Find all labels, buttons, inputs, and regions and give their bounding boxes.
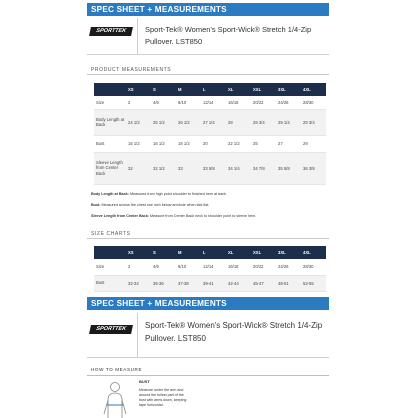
section-divider — [87, 238, 329, 239]
column-header: S — [151, 83, 176, 96]
table-cell: 45-47 — [251, 275, 276, 291]
table-cell: 35-36 — [151, 275, 176, 291]
column-header: M — [176, 246, 201, 259]
table-cell: 37-38 — [176, 275, 201, 291]
column-header — [94, 246, 126, 259]
column-header: 3XL — [276, 83, 301, 96]
table-cell: 26 1/2 — [176, 109, 201, 135]
row-label: Size — [94, 96, 126, 109]
table-cell: 34 1/4 — [226, 152, 251, 184]
how-to-measure-panel — [87, 375, 329, 417]
column-header: M — [176, 83, 201, 96]
table-cell: 12/14 — [201, 96, 226, 109]
table-cell: 28/30 — [301, 259, 326, 275]
table-cell: 48-51 — [276, 275, 301, 291]
table-header-row — [94, 246, 326, 259]
table-cell: 2 — [126, 96, 151, 109]
column-header: 4XL — [301, 83, 326, 96]
table-cell: 25 — [251, 135, 276, 152]
row-label: Sleeve Length from Center Back — [94, 152, 126, 184]
product-measurements-label: PRODUCT MEASUREMENTS — [91, 67, 172, 73]
table-cell: 24/26 — [276, 96, 301, 109]
table-cell: 15 1/2 — [126, 135, 151, 152]
how-to-measure-label: HOW TO MEASURE — [91, 367, 143, 372]
table-cell: 25 1/2 — [151, 109, 176, 135]
column-header: XXL — [251, 246, 276, 259]
table-cell: 28/30 — [301, 96, 326, 109]
table-cell: 29 3/4 — [301, 109, 326, 135]
table-cell: 16/18 — [226, 96, 251, 109]
column-header: XS — [126, 246, 151, 259]
table-row — [94, 135, 326, 152]
table-cell: 29 1/4 — [276, 109, 301, 135]
sporttek-logo: SPORTTEK — [89, 325, 133, 334]
product-title: Sport-Tek® Women's Sport-Wick® Stretch 1/4-Zip Pullover. LST850 — [145, 25, 312, 46]
table-cell: 8/10 — [176, 259, 201, 275]
size-charts-label: SIZE CHARTS — [91, 231, 131, 237]
table-cell: 24/26 — [276, 259, 301, 275]
row-label: Body Length at Back — [94, 109, 126, 135]
column-header: XL — [226, 83, 251, 96]
column-header: XS — [126, 83, 151, 96]
table-cell: 27 — [276, 135, 301, 152]
header-divider — [137, 18, 138, 54]
table-cell: 32 — [126, 152, 151, 184]
table-cell: 32 1/2 — [151, 152, 176, 184]
table-cell: 22 1/2 — [226, 135, 251, 152]
column-header: XL — [226, 246, 251, 259]
table-row — [94, 275, 326, 291]
bust-title: BUST — [139, 379, 150, 384]
header-divider — [137, 313, 138, 357]
table-cell: 12/14 — [201, 259, 226, 275]
table-cell: 39-41 — [201, 275, 226, 291]
table-cell: 35 5/8 — [276, 152, 301, 184]
table-row — [94, 259, 326, 275]
note-body-length: Body Length at Back: Measured from high point shoulder to finished hem at back. — [91, 192, 227, 196]
table-cell: 2 — [126, 259, 151, 275]
table-cell: 4/6 — [151, 96, 176, 109]
size-charts-table — [94, 246, 326, 292]
product-header — [87, 18, 329, 55]
table-cell: 16 1/2 — [151, 135, 176, 152]
table-header-row — [94, 83, 326, 96]
table-cell: 28 — [226, 109, 251, 135]
table-cell: 18 1/2 — [176, 135, 201, 152]
column-header: S — [151, 246, 176, 259]
column-header: 3XL — [276, 246, 301, 259]
spec-sheet-banner: SPEC SHEET + MEASUREMENTS — [87, 3, 329, 16]
column-header: L — [201, 246, 226, 259]
section-divider — [87, 74, 329, 75]
row-label: Bust — [94, 135, 126, 152]
table-cell: 20 — [201, 135, 226, 152]
table-cell: 42-44 — [226, 275, 251, 291]
table-cell: 52-55 — [301, 275, 326, 291]
row-label: Size — [94, 259, 126, 275]
table-cell: 33 5/8 — [201, 152, 226, 184]
table-cell: 4/6 — [151, 259, 176, 275]
column-header: L — [201, 83, 226, 96]
table-cell: 34 7/8 — [251, 152, 276, 184]
note-bust: Bust: Measured across the chest one inch below armhole when laid flat. — [91, 203, 210, 207]
table-cell: 16/18 — [226, 259, 251, 275]
row-label: Bust — [94, 275, 126, 291]
table-cell: 36 3/8 — [301, 152, 326, 184]
column-header: 4XL — [301, 246, 326, 259]
table-cell: 27 1/4 — [201, 109, 226, 135]
table-cell: 20/22 — [251, 259, 276, 275]
sporttek-logo: SPORTTEK — [89, 27, 133, 36]
table-cell: 8/10 — [176, 96, 201, 109]
table-cell: 29 — [301, 135, 326, 152]
table-cell: 33 — [176, 152, 201, 184]
measurement-notes — [91, 192, 327, 225]
product-header — [87, 313, 329, 358]
column-header: XXL — [251, 83, 276, 96]
product-title: Sport-Tek® Women's Sport-Wick® Stretch 1/4-Zip Pullover. LST850 — [145, 321, 323, 343]
bust-instructions: Measure under the arm and around the fullest part of the bust with arms down, keeping tape horizontal. — [139, 388, 187, 407]
table-cell: 32-34 — [126, 275, 151, 291]
body-figure-icon — [102, 380, 128, 418]
table-cell: 20/22 — [251, 96, 276, 109]
note-sleeve-length: Sleeve Length from Center Back: Measure from Center Back neck to shoulder point to sleeve hem. — [91, 214, 257, 218]
table-row — [94, 152, 326, 184]
table-row — [94, 109, 326, 135]
table-row — [94, 96, 326, 109]
product-measurements-table — [94, 83, 326, 185]
column-header — [94, 83, 126, 96]
table-cell: 28 3/4 — [251, 109, 276, 135]
table-cell: 24 1/2 — [126, 109, 151, 135]
spec-sheet-banner: SPEC SHEET + MEASUREMENTS — [87, 297, 329, 310]
